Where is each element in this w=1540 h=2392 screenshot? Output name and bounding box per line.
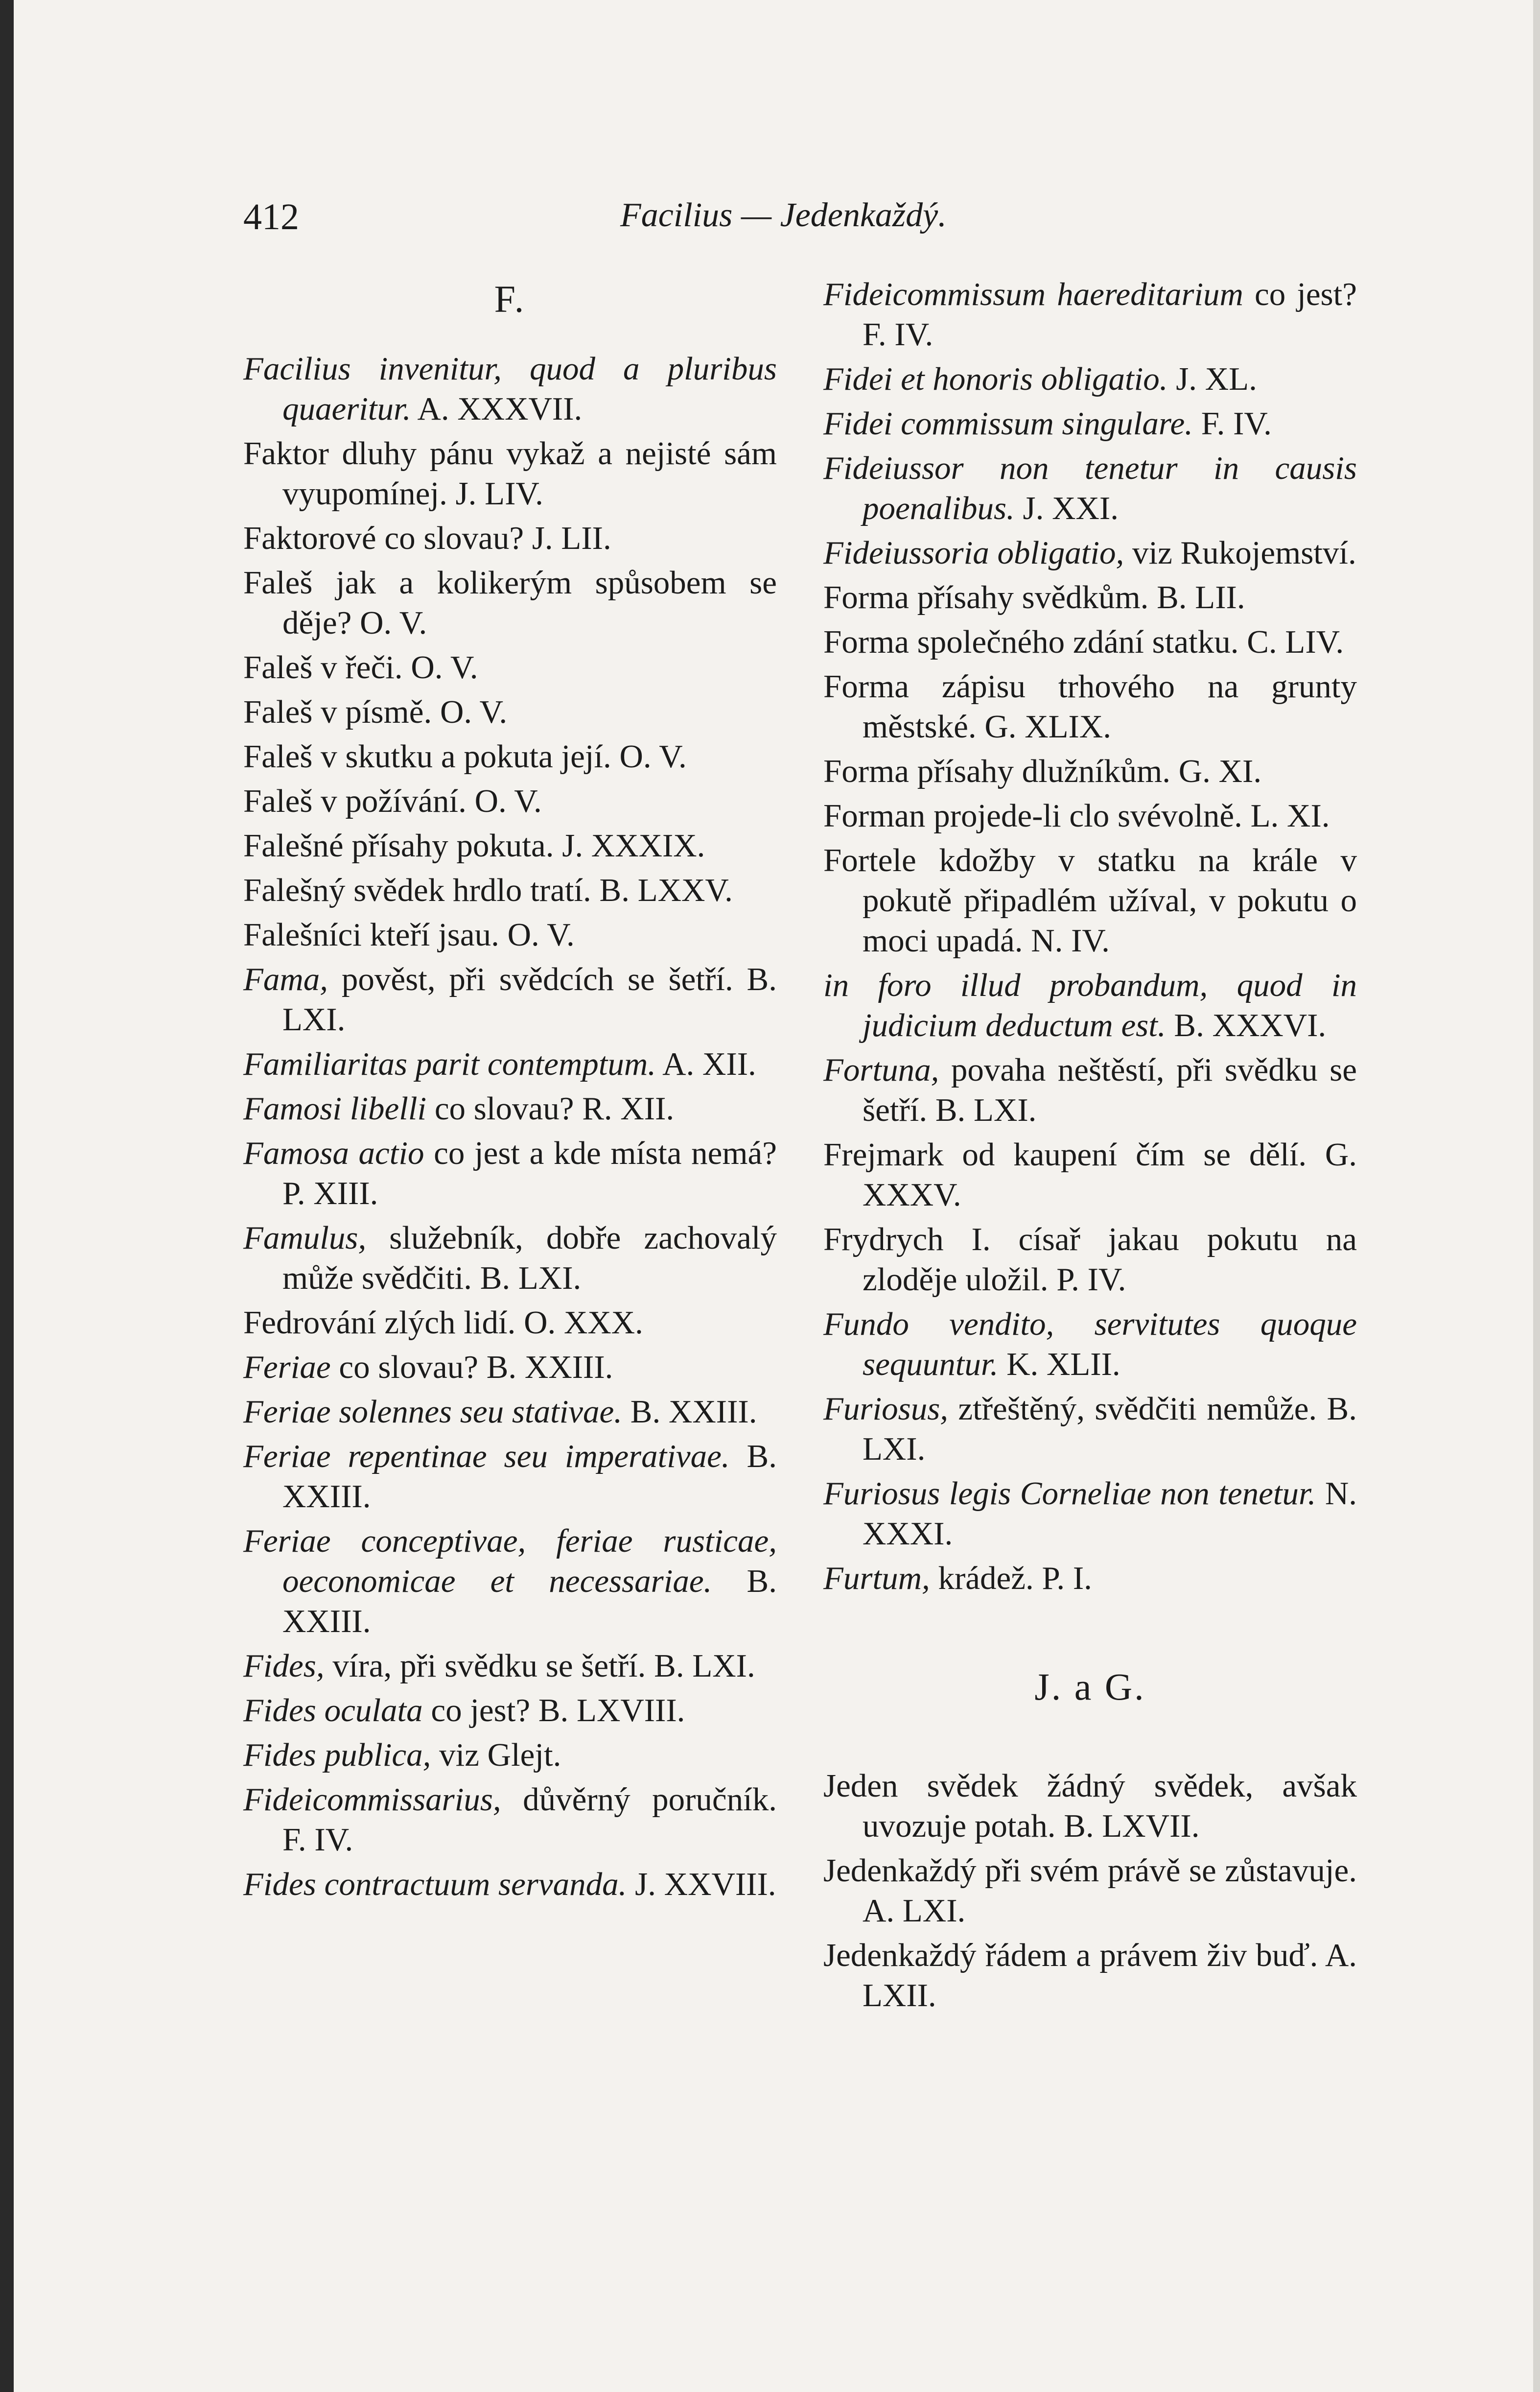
- left-column: [243, 274, 777, 1909]
- entry-latin-term: Fidei commissum singulare.: [823, 405, 1193, 442]
- entry-latin-term: Fideicommissum haereditarium: [823, 276, 1243, 312]
- entry-text: Faleš v řeči. O. V.: [243, 649, 478, 686]
- index-entry: [823, 577, 1357, 617]
- index-entry: [243, 1779, 777, 1860]
- entry-text: víra, při svědku se šetří. B. LXI.: [324, 1648, 755, 1684]
- entry-text: Faleš v skutku a pokuta její. O. V.: [243, 738, 687, 775]
- entry-latin-term: Furiosus,: [823, 1391, 949, 1427]
- entry-text: K. XLII.: [998, 1346, 1120, 1382]
- index-entry: [243, 647, 777, 687]
- entry-latin-term: Fideicommissarius,: [243, 1781, 501, 1818]
- entry-text: Forma společného zdání statku. C. LIV.: [823, 624, 1344, 660]
- index-entry: [243, 1735, 777, 1775]
- entry-latin-term: Famulus,: [243, 1220, 367, 1256]
- index-entry: [823, 1219, 1357, 1300]
- entry-text: Forma zápisu trhového na grunty městské. G. XLIX.: [823, 668, 1357, 745]
- entry-text: Jedenkaždý při svém právě se zůstavuje. A. LXI.: [823, 1852, 1357, 1929]
- entry-text: ztřeštěný, svědčiti nemůže. B. LXI.: [863, 1391, 1357, 1467]
- entry-text: povaha neštěstí, při svědku se šetří. B. LXI.: [863, 1052, 1357, 1128]
- entry-latin-term: Fideiussor non tenetur in causis poenalibus.: [823, 450, 1357, 526]
- entry-latin-term: Furiosus legis Corneliae non tenetur.: [823, 1475, 1316, 1512]
- right-entry-list-f: [823, 274, 1357, 1598]
- entry-latin-term: Feriae conceptivae, feriae rusticae, oeconomicae et necessariae.: [243, 1523, 777, 1599]
- entry-text: Forma přísahy svědkům. B. LII.: [823, 579, 1245, 616]
- index-entry: [243, 959, 777, 1040]
- index-entry: [823, 1558, 1357, 1598]
- right-column: [823, 274, 1357, 2020]
- index-entry: [243, 1392, 777, 1432]
- index-entry: [823, 533, 1357, 573]
- entry-text: B. XXIII.: [282, 1563, 777, 1639]
- entry-text: B. XXIII.: [282, 1438, 777, 1515]
- index-entry: [243, 692, 777, 732]
- entry-latin-term: Fideiussoria obligatio,: [823, 535, 1124, 571]
- index-entry: [243, 781, 777, 821]
- index-entry: [823, 666, 1357, 747]
- entry-text: viz Glejt.: [431, 1737, 561, 1773]
- index-entry: [243, 563, 777, 643]
- entry-text: A. XII.: [656, 1046, 756, 1082]
- index-entry: [243, 1347, 777, 1387]
- entry-latin-term: Fides,: [243, 1648, 325, 1684]
- entry-text: Forma přísahy dlužníkům. G. XI.: [823, 753, 1262, 789]
- index-entry: [823, 1389, 1357, 1469]
- index-entry: [243, 433, 777, 514]
- entry-text: Fedrování zlých lidí. O. XXX.: [243, 1304, 643, 1341]
- entry-text: Faleš jak a kolikerým spůsobem se děje? O. V.: [243, 565, 777, 641]
- entry-text: Forman projede-li clo svévolně. L. XI.: [823, 798, 1330, 834]
- index-entry: [243, 1646, 777, 1686]
- entry-text: Falešníci kteří jsau. O. V.: [243, 917, 575, 953]
- index-entry: [243, 826, 777, 866]
- scan-right-edge: [1533, 0, 1540, 2392]
- entry-text: krádež. P. I.: [930, 1560, 1092, 1596]
- entry-text: Frydrych I. císař jakau pokutu na zloděje uložil. P. IV.: [823, 1221, 1357, 1298]
- page-number: 412: [243, 196, 299, 237]
- entry-text: Faleš v požívání. O. V.: [243, 783, 542, 819]
- index-entry: [823, 359, 1357, 399]
- entry-latin-term: Fides oculata: [243, 1692, 423, 1729]
- index-entry: [243, 1303, 777, 1343]
- index-entry: [823, 796, 1357, 836]
- entry-text: pověst, při svědcích se šetří. B. LXI.: [282, 961, 777, 1038]
- index-entry: [243, 1218, 777, 1298]
- entry-latin-term: Famosi libelli: [243, 1090, 427, 1127]
- entry-text: co jest? F. IV.: [863, 276, 1357, 353]
- entry-text: A. XXXVII.: [411, 391, 583, 427]
- entry-latin-term: Familiaritas parit contemptum.: [243, 1046, 656, 1082]
- index-entry: [243, 870, 777, 910]
- entry-text: Falešný svědek hrdlo tratí. B. LXXV.: [243, 872, 733, 908]
- entry-text: co slovau? B. XXIII.: [330, 1349, 613, 1385]
- entry-text: Falešné přísahy pokuta. J. XXXIX.: [243, 828, 705, 864]
- index-entry: [823, 1766, 1357, 1846]
- entry-text: Faktor dluhy pánu vykaž a nejisté sám vyupomínej. J. LIV.: [243, 435, 777, 512]
- section-heading-j-a-g: J. a G.: [1034, 1665, 1146, 1708]
- entry-latin-term: Fama,: [243, 961, 328, 997]
- right-entry-list-jg: [823, 1766, 1357, 2015]
- index-entry: [823, 751, 1357, 791]
- entry-latin-term: Fides contractuum servanda.: [243, 1866, 627, 1902]
- index-entry: [823, 965, 1357, 1045]
- entry-text: Jeden svědek žádný svědek, avšak uvozuje potah. B. LXVII.: [823, 1768, 1357, 1844]
- index-entry: [823, 1850, 1357, 1931]
- entry-latin-term: Famosa actio: [243, 1135, 424, 1171]
- entry-text: Frejmark od kaupení čím se dělí. G. XXXV.: [823, 1137, 1357, 1213]
- entry-text: J. XL.: [1167, 361, 1257, 397]
- index-entry: [243, 736, 777, 777]
- index-entry: [823, 274, 1357, 355]
- index-entry: [823, 1135, 1357, 1215]
- index-entry: [823, 1935, 1357, 2015]
- entry-latin-term: Feriae solennes seu stativae.: [243, 1394, 623, 1430]
- entry-text: J. XXVIII.: [627, 1866, 776, 1902]
- entry-latin-term: Facilius invenitur, quod a pluribus quaeritur.: [243, 351, 777, 427]
- entry-latin-term: Fidei et honoris obligatio.: [823, 361, 1168, 397]
- entry-latin-term: Fides publica,: [243, 1737, 431, 1773]
- entry-latin-term: in foro illud probandum, quod in judicium deductum est.: [823, 967, 1357, 1043]
- index-entry: [243, 1864, 777, 1904]
- scan-binding-edge: [0, 0, 14, 2392]
- section-heading-f: F.: [494, 278, 526, 320]
- index-entry: [243, 349, 777, 429]
- entry-text: důvěrný poručník. F. IV.: [282, 1781, 777, 1858]
- entry-text: co jest? B. LXVIII.: [422, 1692, 685, 1729]
- entry-text: co jest a kde místa nemá? P. XIII.: [282, 1135, 777, 1211]
- entry-latin-term: Fundo vendito, servitutes quoque sequuntur.: [823, 1306, 1357, 1382]
- entry-text: F. IV.: [1192, 405, 1272, 442]
- index-entry: [243, 1521, 777, 1641]
- entry-text: viz Rukojemství.: [1124, 535, 1356, 571]
- index-entry: [243, 518, 777, 558]
- entry-text: Faleš v písmě. O. V.: [243, 694, 508, 730]
- index-entry: [823, 840, 1357, 961]
- index-entry: [823, 1304, 1357, 1384]
- index-entry: [823, 1473, 1357, 1554]
- entry-text: B. XXIII.: [622, 1394, 757, 1430]
- entry-text: co slovau? R. XII.: [426, 1090, 675, 1127]
- index-entry: [823, 403, 1357, 444]
- index-entry: [243, 915, 777, 955]
- index-entry: [243, 1089, 777, 1129]
- index-entry: [823, 1050, 1357, 1130]
- page-header: [243, 196, 1296, 240]
- entry-latin-term: Feriae repentinae seu imperativae.: [243, 1438, 730, 1474]
- entry-latin-term: Furtum,: [823, 1560, 930, 1596]
- running-head: Facilius — Jedenkaždý.: [620, 196, 947, 234]
- index-entry: [243, 1690, 777, 1730]
- entry-text: J. XXI.: [1014, 490, 1119, 526]
- index-entry: [823, 622, 1357, 662]
- entry-text: N. XXXI.: [863, 1475, 1357, 1552]
- entry-latin-term: Fortuna,: [823, 1052, 939, 1088]
- index-entry: [243, 1044, 777, 1084]
- index-entry: [823, 448, 1357, 528]
- entry-text: Jedenkaždý řádem a právem živ buď. A. LXII.: [823, 1937, 1357, 2013]
- index-entry: [243, 1436, 777, 1516]
- entry-text: Faktorové co slovau? J. LII.: [243, 520, 611, 556]
- left-entry-list: [243, 349, 777, 1904]
- entry-text: Fortele kdožby v statku na krále v pokutě připadlém užíval, v pokutu o moci upadá. N. IV.: [823, 842, 1357, 959]
- entry-latin-term: Feriae: [243, 1349, 331, 1385]
- index-entry: [243, 1133, 777, 1213]
- entry-text: služebník, dobře zachovalý může svědčiti. B. LXI.: [282, 1220, 777, 1296]
- entry-text: B. XXXVI.: [1166, 1007, 1327, 1043]
